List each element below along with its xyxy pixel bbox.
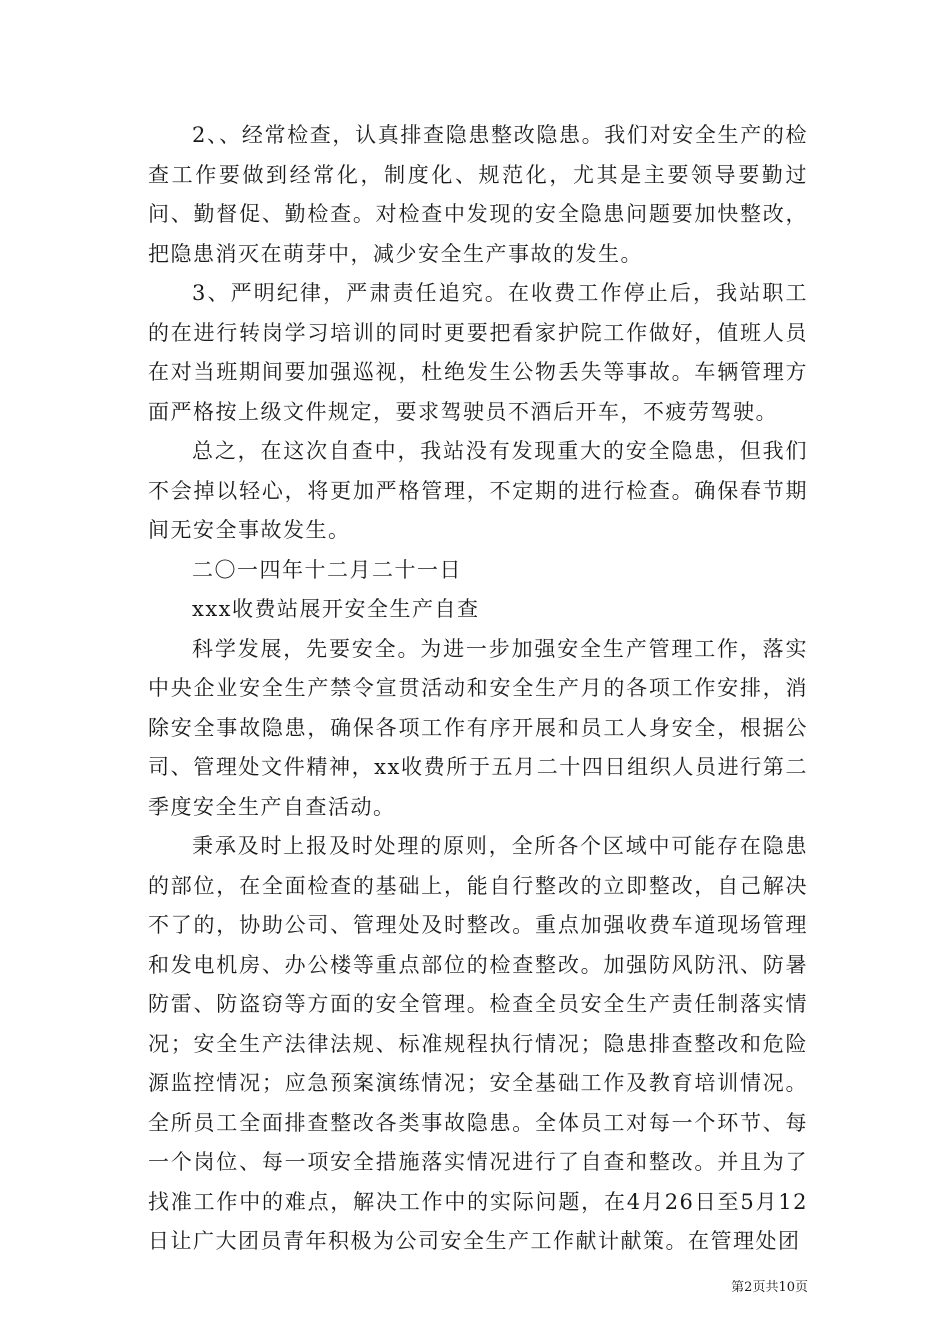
paragraph-discipline: 3、严明纪律，严肃责任追究。在收费工作停止后，我站职工的在进行转岗学习培训的同时更要把看家护院工作做好，值班人员在对当班期间要加强巡视，杜绝发生公物丢失等事故。车辆管理方面严格按上级文件规定，要求驾驶员不酒后开车，不疲劳驾驶。	[148, 281, 808, 424]
paragraph-inspection: 2、、经常检查，认真排查隐患整改隐患。我们对安全生产的检查工作要做到经常化，制度化、规范化，尤其是主要领导要勤过问、勤督促、勤检查。对检查中发现的安全隐患问题要加快整改，把隐患消灭在萌芽中，减少安全生产事故的发生。	[148, 123, 808, 266]
paragraph-principle: 秉承及时上报及时处理的原则，全所各个区域中可能存在隐患的部位，在全面检查的基础上，能自行整改的立即整改，自己解决不了的，协助公司、管理处及时整改。重点加强收费车道现场管理和发电机房、办公楼等重点部位的检查整改。加强防风防汛、防暑防雷、防盗窃等方面的安全管理。检查全员安全生产责任制落实情况；安全生产法律法规、标准规程执行情况；隐患排查整改和危险源监控情况；应急预案演练情况；安全基础工作及教育培训情况。全所员工全面排查整改各类事故隐患。全体员工对每一个环节、每一个岗位、每一项安全措施落实情况进行了自查和整改。并且为了找准工作中的难点，解决工作中的实际问题，在4月26日至5月12日让广大团员青年积极为公司安全生产工作献计献策。在管理处团	[148, 834, 808, 1253]
section-heading: xxx收费站展开安全生产自查	[192, 597, 480, 621]
page-number: 第2页共10页	[731, 1280, 808, 1295]
document-body	[148, 116, 808, 1262]
paragraph-intro: 科学发展，先要安全。为进一步加强安全生产管理工作，落实中央企业安全生产禁令宣贯活动和安全生产月的各项工作安排，消除安全事故隐患，确保各项工作有序开展和员工人身安全，根据公司、管理处文件精神，xx收费所于五月二十四日组织人员进行第二季度安全生产自查活动。	[148, 636, 808, 819]
date-line: 二〇一四年十二月二十一日	[192, 557, 462, 582]
paragraph-summary: 总之，在这次自查中，我站没有发现重大的安全隐患，但我们不会掉以轻心，将更加严格管理，不定期的进行检查。确保春节期间无安全事故发生。	[148, 439, 808, 542]
